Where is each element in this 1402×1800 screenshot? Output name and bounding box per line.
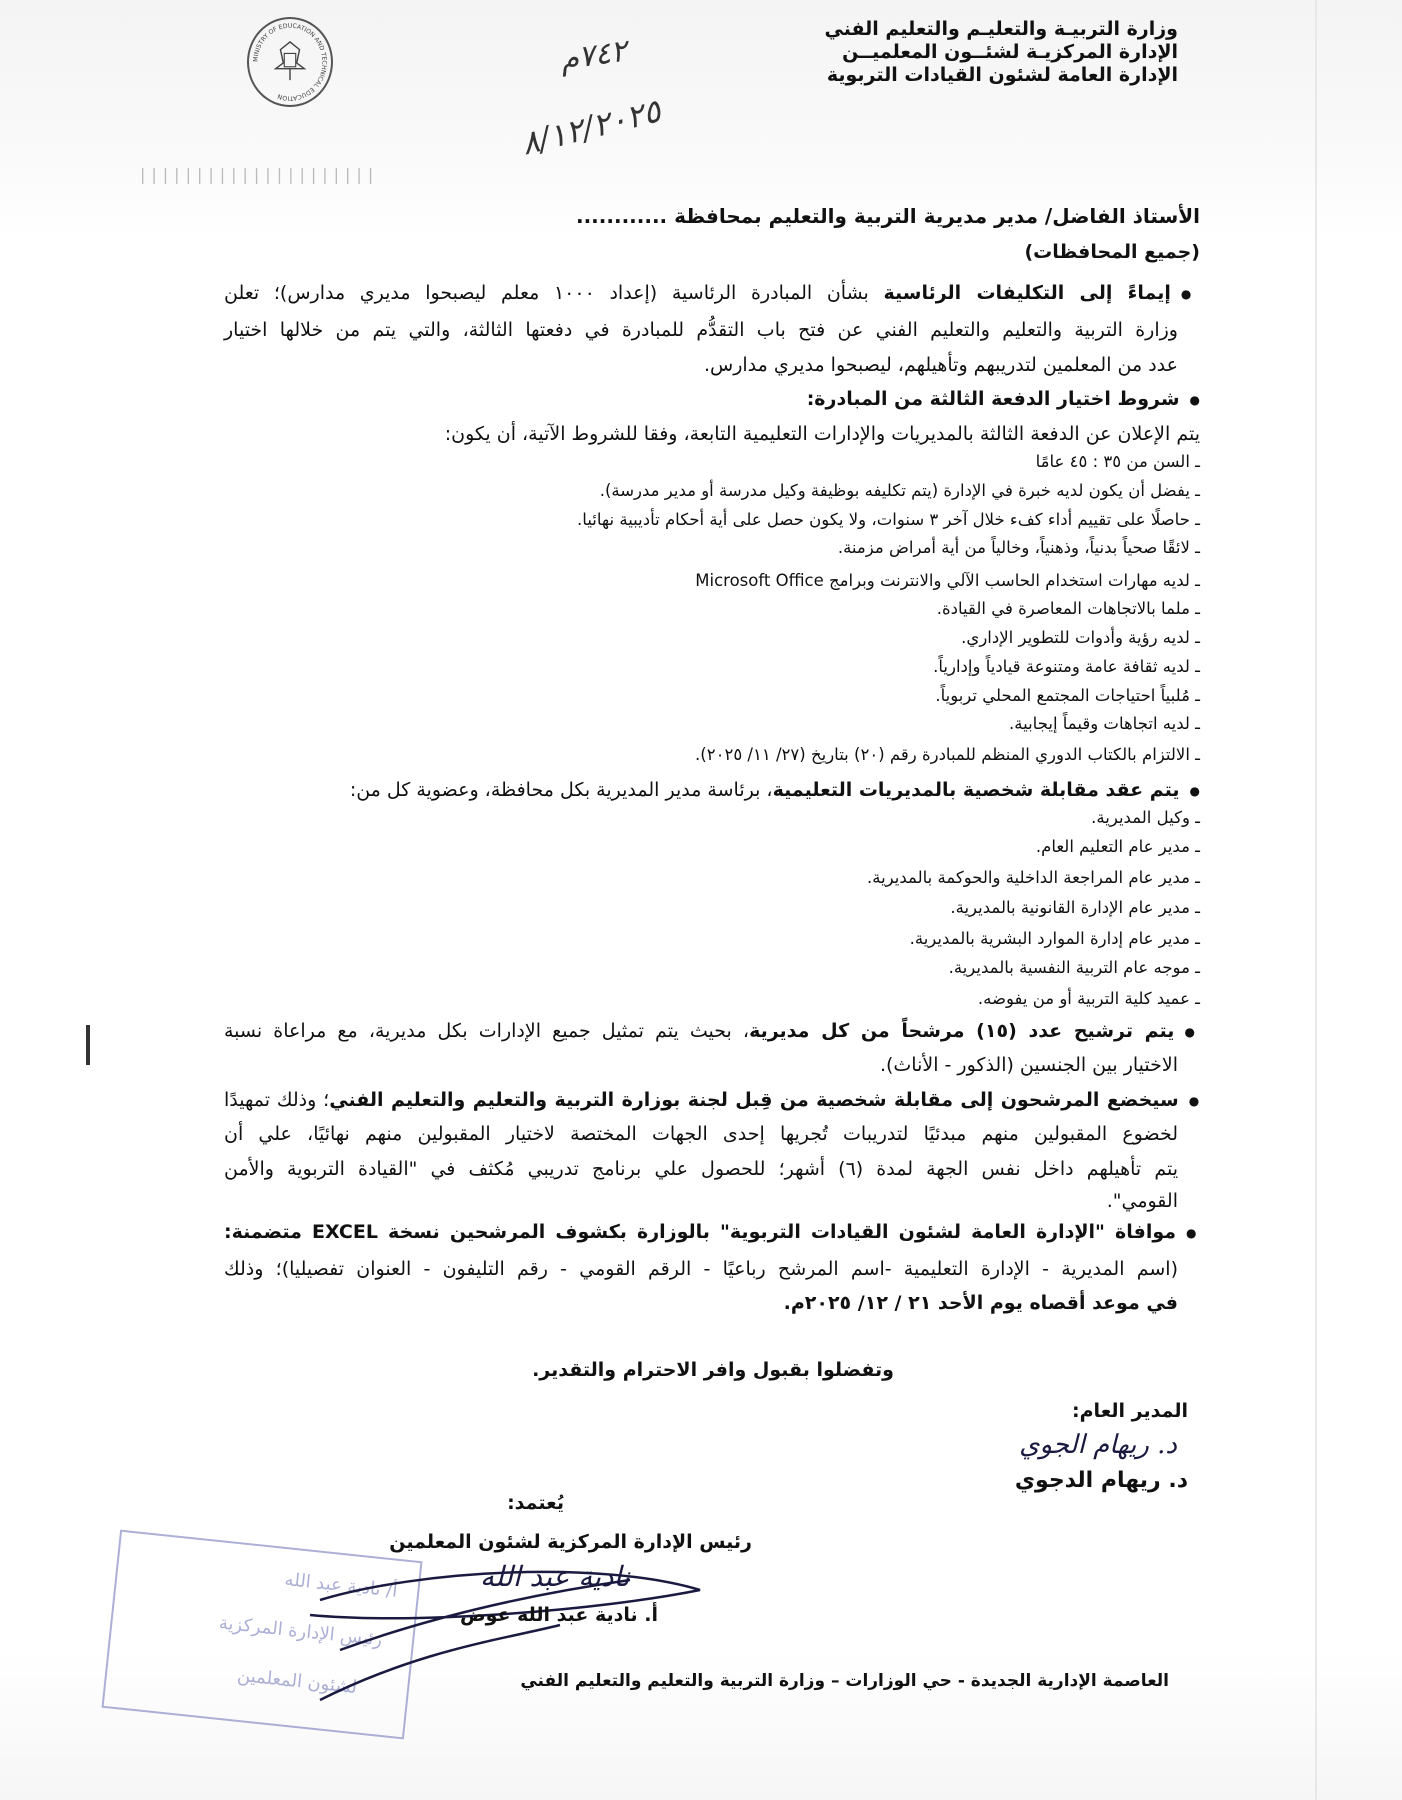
bullet-5-line-1 (224, 1089, 1200, 1111)
committee-member: ـ موجه عام التربية النفسية بالمديرية. (948, 958, 1200, 977)
bullet-4-lead: يتم ترشيح عدد (١٥) مرشحاً من كل مديرية (749, 1020, 1175, 1042)
bullet-1-line-2: وزارة التربية والتعليم والتعليم الفني عن فتح باب التقدُّم للمبادرة في دفعتها الثالثة، والتي يتم من خلالها اختيار (224, 319, 1178, 341)
bullet-2-title-text: شروط اختيار الدفعة الثالثة من المبادرة: (806, 388, 1180, 410)
condition-item: ـ السن من ٣٥ : ٤٥ عامًا (1035, 452, 1200, 471)
head-name: أ. نادية عبد الله عوض (460, 1604, 658, 1626)
page-edge (1315, 0, 1317, 1800)
bullet-6-deadline: في موعد أقصاه يوم الأحد ٢١ / ١٢/ ٢٠٢٥م. (783, 1292, 1178, 1314)
stamp-line: أ/ نادية عبد الله (283, 1569, 399, 1602)
bullet-4-text: ، بحيث يتم تمثيل جميع الإدارات بكل مديرية، مع مراعاة نسبة (224, 1020, 750, 1042)
committee-member: ـ وكيل المديرية. (1091, 808, 1200, 827)
director-signature: د. ريهام الجوي (1019, 1430, 1177, 1460)
condition-item: ـ الالتزام بالكتاب الدوري المنظم للمبادرة رقم (٢٠) بتاريخ (٢٧/ ١١/ ٢٠٢٥). (695, 745, 1200, 764)
bullet-1-line-3: عدد من المعلمين لتدريبهم وتأهيلهم، ليصبحوا مديري مدارس. (703, 354, 1178, 376)
bullet-5-line-4: القومي". (1106, 1190, 1178, 1212)
bullet-5-line-3: يتم تأهيلهم داخل نفس الجهة لمدة (٦) أشهر؛ للحصول علي برنامج تدريبي مُكثف في "القيادة التربوية والأمن (224, 1158, 1178, 1180)
bullet-5-lead: سيخضع المرشحون إلى مقابلة شخصية من قِبل لجنة بوزارة التربية والتعليم والتعليم الفني (329, 1089, 1179, 1111)
conditions-intro: يتم الإعلان عن الدفعة الثالثة بالمديريات والإدارات التعليمية التابعة، وفقا للشروط الآتية، أن يكون: (444, 423, 1200, 445)
ministry-name: وزارة التربيـة والتعليـم والتعليم الفني (824, 18, 1178, 40)
ministry-logo (247, 17, 333, 107)
bullet-5-text: ؛ وذلك تمهيدًا (224, 1089, 330, 1111)
closing: وتفضلوا بقبول وافر الاحترام والتقدير. (532, 1359, 894, 1381)
salutation: الأستاذ الفاضل/ مدير مديرية التربية والتعليم بمحافظة ............ (575, 204, 1200, 228)
condition-item: ـ لديه رؤية وأدوات للتطوير الإداري. (961, 628, 1200, 647)
bullet-6-line-1 (224, 1221, 1200, 1243)
condition-item: ـ لديه مهارات استخدام الحاسب الآلي والانترنت وبرامج Microsoft Office (695, 571, 1200, 590)
scan-artifact: ||||||||||||||||||||| (140, 165, 380, 184)
head-signature: نادية عبد الله (480, 1560, 630, 1593)
scan-mark (86, 1025, 90, 1065)
central-admin-name: الإدارة المركزيـة لشئــون المعلميــن (842, 41, 1178, 63)
footer-address: العاصمة الإدارية الجديدة - حي الوزارات – وزارة التربية والتعليم والتعليم الفني (520, 1671, 1169, 1691)
condition-item: ـ ملما بالاتجاهات المعاصرة في القيادة. (936, 599, 1200, 618)
handwritten-date: ٨/١٢/٢٠٢٥ (517, 91, 665, 163)
committee-member: ـ مدير عام الإدارة القانونية بالمديرية. (950, 898, 1200, 917)
stamp-line: لشئون المعلمين (236, 1664, 359, 1699)
bullet-2-title (807, 388, 1200, 410)
committee-member: ـ مدير عام إدارة الموارد البشرية بالمديرية. (909, 929, 1200, 948)
stamp-line: رئيس الإدارة المركزية (217, 1612, 384, 1651)
approval-label: يُعتمد: (507, 1492, 564, 1514)
bullet-4-line-2: الاختيار بين الجنسين (الذكور - الأناث). (879, 1054, 1178, 1076)
bullet-4-line-1 (224, 1020, 1200, 1042)
bullet-1-line-1 (224, 282, 1200, 304)
committee-member: ـ مدير عام التعليم العام. (1035, 837, 1200, 856)
director-title: المدير العام: (1072, 1400, 1188, 1422)
director-name: د. ريهام الدجوي (1014, 1468, 1188, 1493)
bullet-3-lead: يتم عقد مقابلة شخصية بالمديريات التعليمية (772, 779, 1180, 801)
svg-text:MINISTRY OF EDUCATION AND TECH: MINISTRY OF EDUCATION AND TECHNICAL EDUCATION (252, 22, 328, 102)
bullet-3 (350, 779, 1200, 801)
bullet-6-lead: موافاة "الإدارة العامة لشئون القيادات التربوية" بالوزارة بكشوف المرشحين نسخة EXCEL متضمنة: (224, 1221, 1177, 1243)
condition-item: ـ لائقًا صحياً بدنياً، وذهنياً، وخالياً من أية أمراض مزمنة. (837, 538, 1200, 557)
bullet-6-line-2: (اسم المديرية - الإدارة التعليمية -اسم المرشح رباعيًا - الرقم القومي - رقم التليفون - العنوان تفصيليا)؛ وذلك (224, 1258, 1178, 1280)
handwritten-reference: ٧٤٢م (557, 33, 630, 78)
committee-member: ـ عميد كلية التربية أو من يفوضه. (977, 989, 1200, 1008)
condition-item: ـ حاصلًا على تقييم أداء كفء خلال آخر ٣ سنوات، ولا يكون حصل على أية أحكام تأديبية نهائيا. (577, 510, 1200, 529)
recipients: (جميع المحافظات) (1024, 241, 1200, 263)
bullet-1-text: بشأن المبادرة الرئاسية (إعداد ١٠٠٠ معلم ليصبحوا مديري مدارس)؛ تعلن (224, 282, 884, 304)
central-admin-head-title: رئيس الإدارة المركزية لشئون المعلمين (389, 1531, 752, 1553)
general-admin-name: الإدارة العامة لشئون القيادات التربوية (826, 64, 1178, 86)
bullet-1-lead: إيماءً إلى التكليفات الرئاسية (883, 282, 1171, 304)
committee-member: ـ مدير عام المراجعة الداخلية والحوكمة بالمديرية. (867, 868, 1200, 887)
condition-item: ـ لديه ثقافة عامة ومتنوعة قيادياً وإدارياً. (933, 657, 1200, 676)
condition-item: ـ مُلبياً احتياجات المجتمع المحلي تربوياً. (935, 686, 1200, 705)
bullet-5-line-2: لخضوع المقبولين منهم مبدئيًا لتدريبات تُجريها إحدى الجهات المختصة لاختيار المقبولين منهم نهائيًا، علي أن (224, 1123, 1178, 1145)
letterhead (825, 18, 1179, 87)
eagle-emblem-icon (249, 17, 331, 107)
condition-item: ـ لديه اتجاهات وقيماً إيجابية. (1009, 714, 1200, 733)
condition-item: ـ يفضل أن يكون لديه خبرة في الإدارة (يتم تكليفه بوظيفة وكيل مدرسة أو مدير مدرسة). (599, 481, 1200, 500)
bullet-3-text: ، برئاسة مدير المديرية بكل محافظة، وعضوية كل من: (349, 779, 773, 801)
